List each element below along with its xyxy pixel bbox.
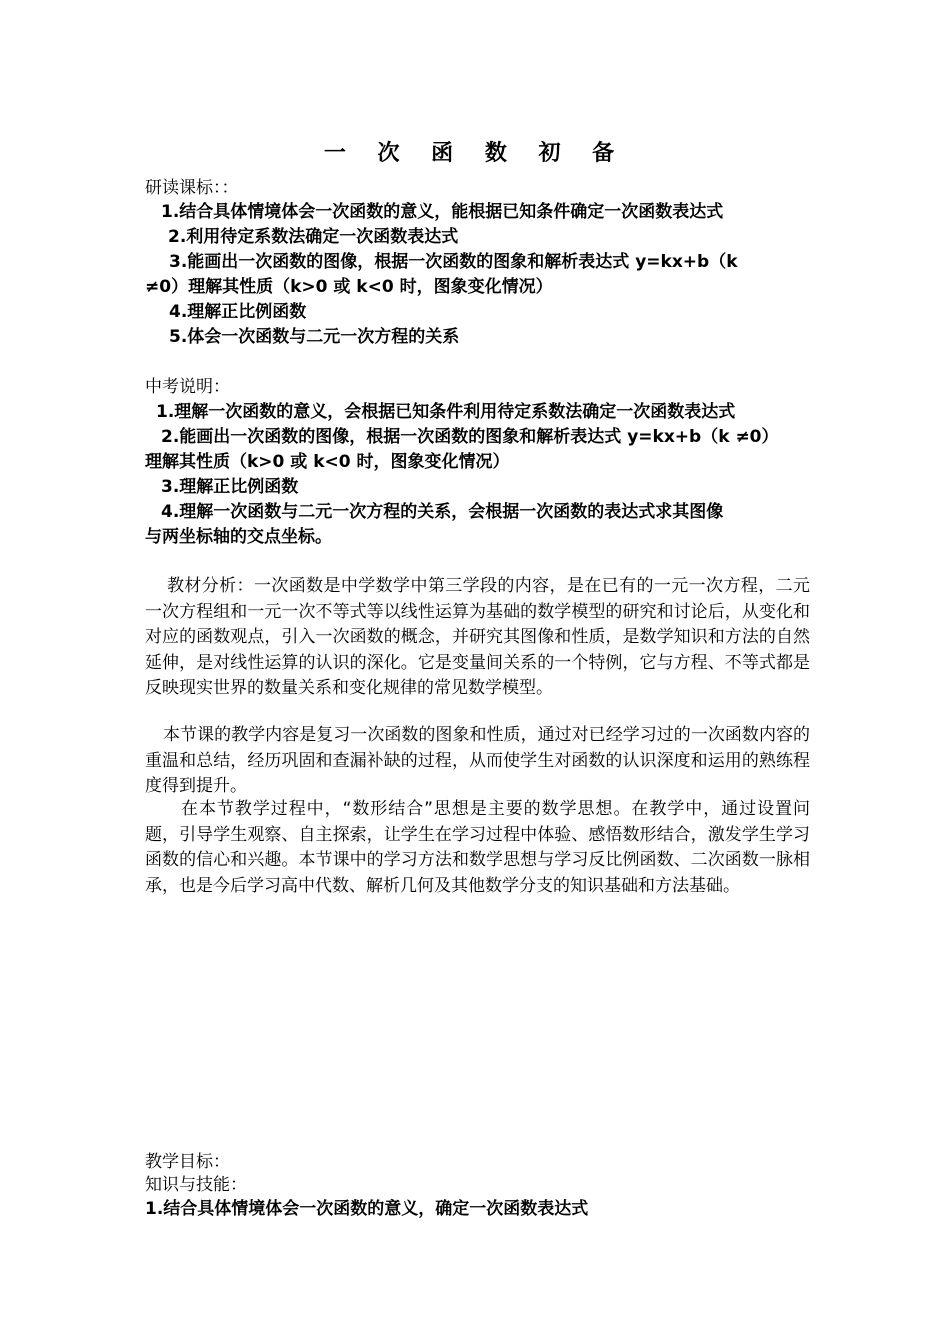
exam-heading: 中考说明： [145, 377, 230, 397]
page-title: 一 次 函 数 初 备 [323, 141, 627, 166]
study-item-3: 3.能画出一次函数的图像，根据一次函数的图象和解析表达式 y=kx+b（k [169, 252, 738, 272]
exam-item-1: 1.理解一次函数的意义，会根据已知条件利用待定系数法确定一次函数表达式 [156, 402, 736, 422]
study-item-2: 2.利用待定系数法确定一次函数表达式 [168, 227, 459, 247]
exam-item-2-cont: 理解其性质（k>0 或 k<0 时，图象变化情况） [145, 452, 510, 472]
goals-subheading: 知识与技能： [145, 1175, 247, 1195]
analysis-paragraph-2: 本节课的教学内容是复习一次函数的图象和性质，通过对已经学习过的一次函数内容的重温和总结，经历巩固和查漏补缺的过程，从而使学生对函数的认识深度和运用的熟练程度得到提升。 [145, 725, 810, 796]
study-heading: 研读课标：： [145, 178, 239, 198]
study-item-4: 4.理解正比例函数 [169, 302, 307, 322]
exam-item-2: 2.能画出一次函数的图像，根据一次函数的图象和解析表达式 y=kx+b（k ≠0） [161, 427, 779, 447]
exam-item-4: 4.理解一次函数与二元一次方程的关系，会根据一次函数的表达式求其图像 [161, 502, 724, 522]
study-item-1: 1.结合具体情境体会一次函数的意义，能根据已知条件确定一次函数表达式 [161, 202, 724, 222]
analysis-paragraph-3: 在本节教学过程中，“数形结合”思想是主要的数学思想。在教学中，通过设置问题，引导学生观察、自主探索，让学生在学习过程中体验、感悟数形结合，激发学生学习函数的信心和兴趣。本节课中的学习方法和数学思想与学习反比例函数、二次函数一脉相承，也是今后学习高中代数、解析几何及其他数学分支的知识基础和方法基础。 [145, 799, 810, 896]
goals-item-1: 1.结合具体情境体会一次函数的意义，确定一次函数表达式 [145, 1199, 589, 1219]
analysis-paragraph-1: 教材分析：一次函数是中学数学中第三学段的内容，是在已有的一元一次方程，二元一次方程组和一元一次不等式等以线性运算为基础的数学模型的研究和讨论后，从变化和对应的函数观点，引入一次函数的概念，并研究其图像和性质，是数学知识和方法的自然延伸，是对线性运算的认识的深化。它是变量间关系的一个特例，它与方程、不等式都是反映现实世界的数量关系和变化规律的常见数学模型。 [145, 576, 810, 698]
exam-item-3: 3.理解正比例函数 [161, 477, 299, 497]
study-item-5: 5.体会一次函数与二元一次方程的关系 [169, 327, 460, 347]
goals-heading: 教学目标： [145, 1152, 230, 1172]
exam-item-4-cont: 与两坐标轴的交点坐标。 [145, 527, 332, 547]
study-item-3-cont: ≠0）理解其性质（k>0 或 k<0 时，图象变化情况） [145, 277, 553, 297]
